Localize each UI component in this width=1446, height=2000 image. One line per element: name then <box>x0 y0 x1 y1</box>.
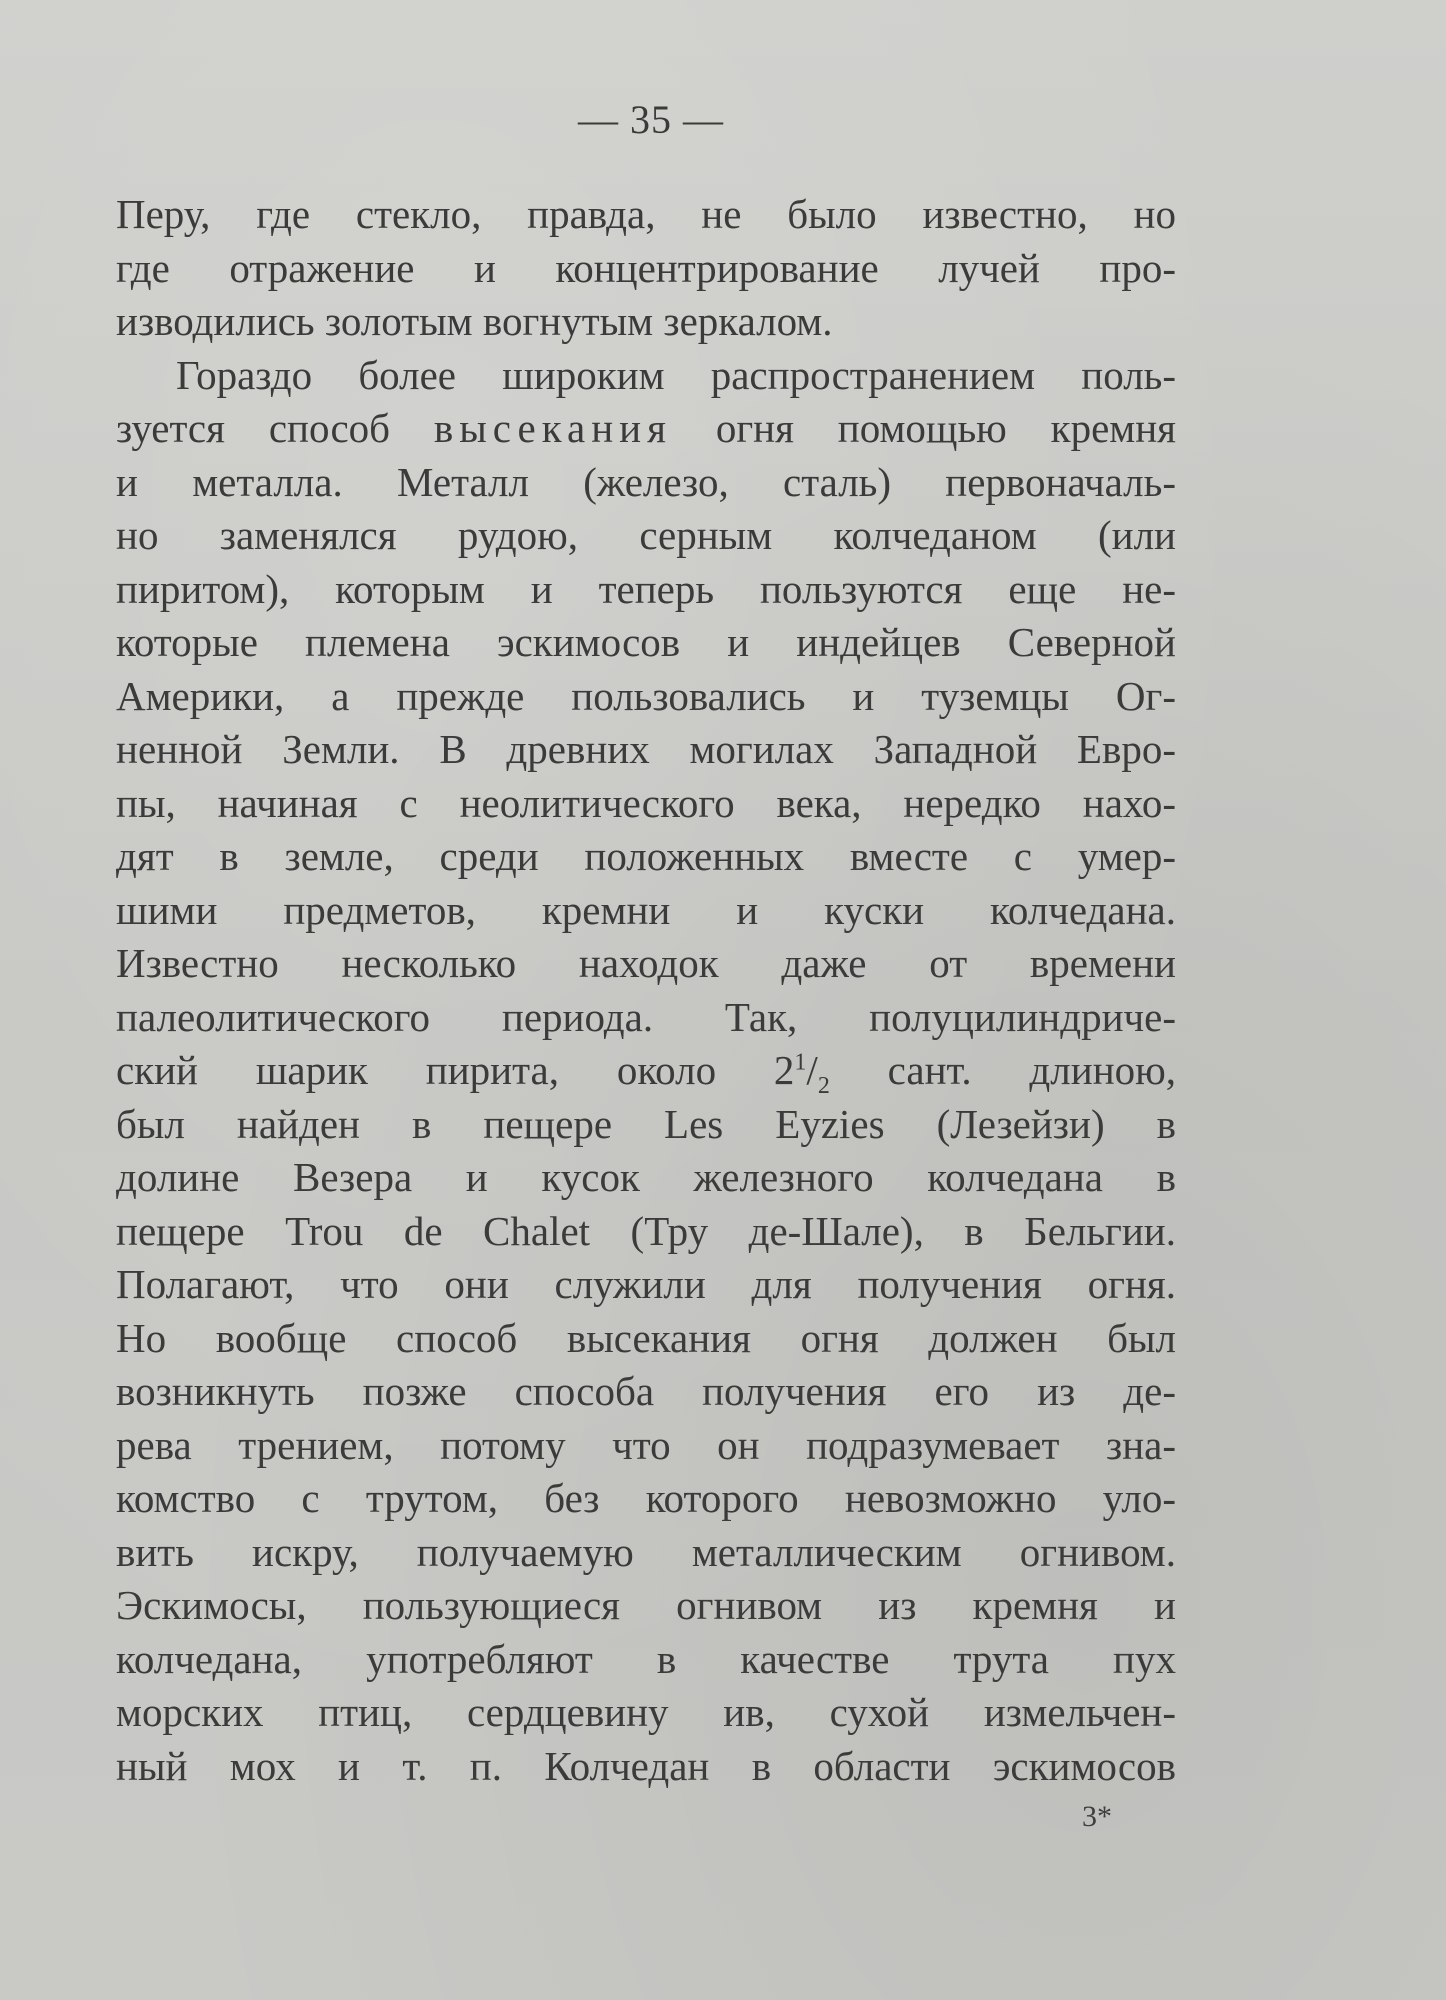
text-line: рева трением, потому что он подразумевает зна- <box>116 1421 1176 1468</box>
page-number: — 35 — <box>578 97 724 142</box>
fraction-numerator: 1 <box>794 1049 807 1076</box>
text-line: дят в земле, среди положенных вместе с умер- <box>116 833 1176 879</box>
text-segment: зуется способ <box>116 405 391 451</box>
text-line: колчедана, употребляют в качестве трута пух <box>116 1635 1176 1682</box>
text-line: Известно несколько находок даже от времени <box>116 940 1176 986</box>
text-line: Перу, где стекло, правда, не было известно, но <box>116 191 1176 237</box>
signature-mark: 3* <box>1082 1800 1112 1833</box>
text-line <box>116 402 1176 456</box>
text-line: изводились золотым вогнутым зеркалом. <box>116 298 833 344</box>
text-line: где отражение и концентрирование лучей про- <box>116 244 1176 291</box>
fraction-denominator: 2 <box>817 1073 830 1100</box>
text-segment: сант. длиною, <box>887 1047 1177 1093</box>
emphasized-word: высекания <box>433 405 672 451</box>
text-segment: огня помощью кремня <box>715 405 1177 451</box>
text-line: Но вообще способ высекания огня должен был <box>116 1314 1176 1361</box>
text-line: шими предметов, кремни и куски колчедана. <box>116 886 1176 933</box>
text-line: морских птиц, сердцевину ив, сухой измельчен- <box>116 1689 1176 1735</box>
text-line <box>116 1044 1176 1098</box>
text-line: пы, начиная с неолитического века, нередко нахо- <box>116 779 1176 826</box>
fraction-slash: / <box>806 1047 818 1093</box>
text-line: пиритом), которым и теперь пользуются еще не- <box>116 565 1176 612</box>
text-line: был найден в пещере Les Eyzies (Лезейзи) в <box>116 1100 1176 1147</box>
text-line: ненной Земли. В древних могилах Западной Евро- <box>116 726 1176 772</box>
text-segment: ский шарик пирита, около 2 <box>116 1047 795 1093</box>
text-line: Полагают, что они служили для получения огня. <box>116 1261 1176 1307</box>
text-line: и металла. Металл (железо, сталь) первоначаль- <box>116 458 1176 505</box>
text-line: возникнуть позже способа получения его из де- <box>116 1368 1176 1414</box>
text-line: долине Везера и кусок железного колчедана в <box>116 1154 1176 1200</box>
text-line: вить искру, получаемую металлическим огнивом. <box>116 1528 1176 1575</box>
text-line: Гораздо более широким распространением поль- <box>176 351 1176 398</box>
text-line: комство с трутом, без которого невозможно уло- <box>116 1475 1176 1521</box>
text-line: Эскимосы, пользующиеся огнивом из кремня и <box>116 1582 1176 1628</box>
text-line: палеолитического периода. Так, полуцилиндриче- <box>116 993 1176 1040</box>
text-line: Америки, а прежде пользовались и туземцы Ог- <box>116 672 1176 719</box>
text-line: пещере Trou de Chalet (Тру де-Шале), в Бельгии. <box>116 1207 1176 1254</box>
body-text <box>116 188 1176 1793</box>
text-line: но заменялся рудою, серным колчеданом (или <box>116 512 1176 558</box>
text-line: которые племена эскимосов и индейцев Северной <box>116 619 1176 665</box>
text-line: ный мох и т. п. Колчедан в области эскимосов <box>116 1742 1176 1789</box>
